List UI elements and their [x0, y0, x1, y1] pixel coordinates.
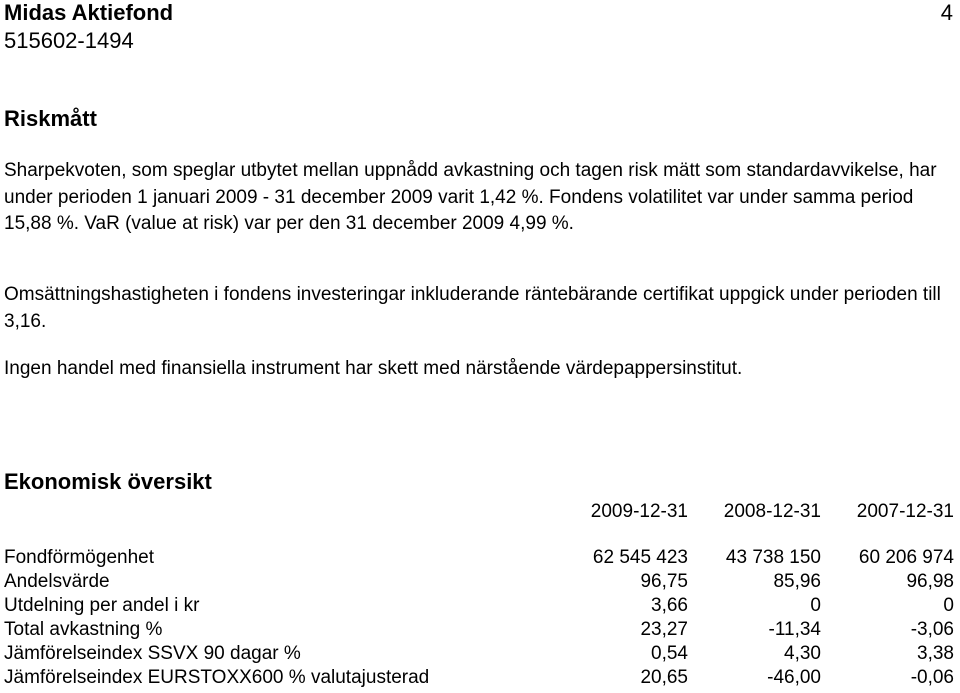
column-header: 2007-12-31: [856, 501, 954, 522]
table-cell: 60 206 974: [858, 547, 954, 568]
section-heading-oversikt: Ekonomisk översikt: [4, 469, 212, 494]
table-cell: 4,30: [784, 643, 821, 664]
table-cell: -11,34: [768, 619, 821, 640]
table-cell: 0,54: [651, 643, 688, 664]
table-cell: 23,27: [640, 619, 688, 640]
table-cell: -3,06: [910, 619, 954, 640]
row-label: Andelsvärde: [4, 571, 110, 592]
table-row: [4, 666, 954, 690]
table-cell: 3,66: [651, 595, 688, 616]
table-cell: -46,00: [767, 667, 821, 688]
row-label: Jämförelseindex SSVX 90 dagar %: [4, 643, 301, 664]
row-label: Utdelning per andel i kr: [4, 595, 200, 616]
table-row: [4, 642, 954, 666]
row-label: Jämförelseindex EURSTOXX600 % valutajusterad: [4, 667, 430, 688]
table-cell: 0: [810, 595, 821, 616]
table-row: [4, 546, 954, 570]
org-number: 515602-1494: [4, 28, 134, 53]
table-cell: 43 738 150: [725, 547, 821, 568]
table-row: [4, 618, 954, 642]
table-cell: 62 545 423: [592, 547, 688, 568]
table-cell: 96,98: [906, 571, 954, 592]
table-cell: 96,75: [640, 571, 688, 592]
table-row: [4, 594, 954, 618]
page-number: 4: [940, 0, 953, 25]
table-cell: 20,65: [640, 667, 688, 688]
paragraph-sharpe: Sharpekvoten, som speglar utbytet mellan uppnådd avkastning och tagen risk mätt som standardavvikelse, har under perioden 1 januari 2009 - 31 december 2009 varit 1,42 %. Fondens volatilitet var under samma period 15,88 %. VaR (value at risk) var per den 31 december 2009 4,99 %.: [4, 160, 937, 234]
table-header-row: [4, 500, 954, 524]
table-cell: 3,38: [917, 643, 954, 664]
table-row: [4, 570, 954, 594]
table-cell: -0,06: [910, 667, 954, 688]
paragraph-omsattning: Omsättningshastigheten i fondens investeringar inkluderande räntebärande certifikat uppgick under perioden till 3,16.: [4, 284, 941, 332]
row-label: Fondförmögenhet: [4, 547, 154, 568]
paragraph-handel: Ingen handel med finansiella instrument har skett med närstående värdepappersinstitut.: [4, 358, 743, 379]
fund-name: Midas Aktiefond: [4, 0, 174, 25]
column-header: 2009-12-31: [590, 501, 688, 522]
section-heading-riskmatt: Riskmått: [4, 106, 97, 131]
table-cell: 85,96: [773, 571, 821, 592]
column-header: 2008-12-31: [723, 501, 821, 522]
row-label: Total avkastning %: [4, 619, 163, 640]
table-cell: 0: [943, 595, 954, 616]
